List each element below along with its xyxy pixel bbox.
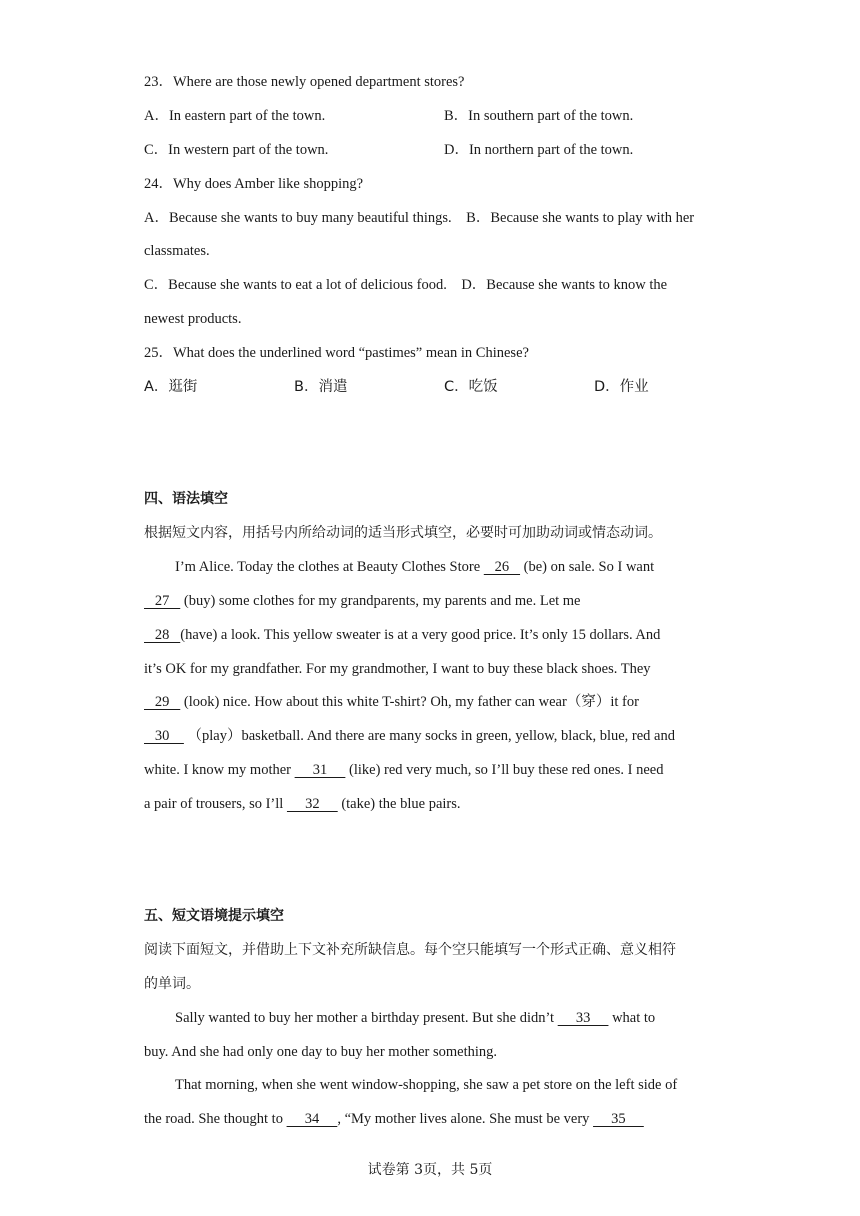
question-24-options-line-2: classmates.	[144, 243, 210, 259]
question-24-options-line-1: A．Because she wants to buy many beautiful things. B．Because she wants to play with her	[144, 210, 695, 226]
question-23-option-a: A．In eastern part of the town.	[144, 108, 326, 124]
passage-text: , “My mother lives alone. She must be very	[337, 1111, 594, 1127]
passage-line	[175, 1008, 655, 1028]
passage-text: Sally wanted to buy her mother a birthday present. But she didn’t	[175, 1010, 558, 1026]
blank-31[interactable]: 31	[294, 762, 346, 778]
question-23-option-c: C．In western part of the town.	[144, 142, 329, 158]
passage-text: (have) a look. This yellow sweater is at a very good price. It’s only 15 dollars. And	[180, 627, 661, 643]
section-5-instruction-line-2: 的单词。	[144, 976, 200, 992]
section-5-heading: 五、短文语境提示填空	[144, 908, 284, 924]
passage-text: (be) on sale. So I want	[520, 559, 655, 575]
question-24-stem: 24．Why does Amber like shopping?	[144, 176, 364, 192]
passage-text: (like) red very much, so I’ll buy these red ones. I need	[345, 762, 664, 778]
passage-text: a pair of trousers, so I’ll	[144, 796, 287, 812]
blank-26[interactable]: 26	[483, 559, 521, 575]
question-25-stem: 25．What does the underlined word “pastimes” mean in Chinese?	[144, 345, 529, 361]
blank-29[interactable]: 29	[144, 694, 181, 710]
blank-35[interactable]: 35	[593, 1111, 644, 1127]
blank-33[interactable]: 33	[557, 1010, 609, 1026]
passage-text: I’m Alice. Today the clothes at Beauty Clothes Store	[175, 559, 484, 575]
passage-line	[144, 794, 461, 814]
passage-line	[144, 591, 581, 611]
passage-text: (buy) some clothes for my grandparents, my parents and me. Let me	[180, 593, 581, 609]
question-25-option-b: B．消遣	[294, 379, 348, 395]
section-4-instruction: 根据短文内容，用括号内所给动词的适当形式填空，必要时可加助动词或情态动词。	[144, 525, 662, 541]
blank-34[interactable]: 34	[286, 1111, 338, 1127]
passage-line	[144, 726, 675, 746]
section-5-instruction-line-1: 阅读下面短文，并借助上下文补充所缺信息。每个空只能填写一个形式正确、意义相符	[144, 942, 676, 958]
passage-text: （play）basketball. And there are many socks in green, yellow, black, blue, red and	[183, 728, 675, 744]
passage-line: buy. And she had only one day to buy her mother something.	[144, 1044, 498, 1060]
blank-27[interactable]: 27	[144, 593, 181, 609]
question-24-options-line-3: C．Because she wants to eat a lot of delicious food. D．Because she wants to know the	[144, 277, 668, 293]
passage-line	[144, 760, 663, 780]
passage-line	[144, 625, 660, 645]
passage-line: it’s OK for my grandfather. For my grandmother, I want to buy these black shoes. They	[144, 661, 651, 677]
passage-text: white. I know my mother	[144, 762, 295, 778]
passage-line	[175, 557, 654, 577]
blank-32[interactable]: 32	[286, 796, 338, 812]
passage-line	[144, 1109, 644, 1129]
passage-text: (take) the blue pairs.	[337, 796, 461, 812]
blank-28[interactable]: 28	[144, 627, 181, 643]
section-4-heading: 四、语法填空	[144, 491, 228, 507]
question-23-option-d: D．In northern part of the town.	[444, 142, 634, 158]
passage-line	[144, 692, 639, 712]
passage-text: the road. She thought to	[144, 1111, 287, 1127]
question-25-option-a: A．逛街	[144, 379, 198, 395]
passage-line: That morning, when she went window-shopping, she saw a pet store on the left side of	[175, 1077, 678, 1093]
page-footer: 试卷第 3页，共 5页	[367, 1162, 493, 1178]
question-24-options-line-4: newest products.	[144, 311, 242, 327]
blank-30[interactable]: 30	[144, 728, 184, 744]
question-23-stem: 23．Where are those newly opened department stores?	[144, 74, 465, 90]
question-25-option-d: D．作业	[594, 379, 649, 395]
passage-text: (look) nice. How about this white T-shirt? Oh, my father can wear（穿）it for	[180, 694, 639, 710]
question-23-option-b: B．In southern part of the town.	[444, 108, 634, 124]
passage-text: what to	[608, 1010, 656, 1026]
question-25-option-c: C．吃饭	[444, 379, 498, 395]
